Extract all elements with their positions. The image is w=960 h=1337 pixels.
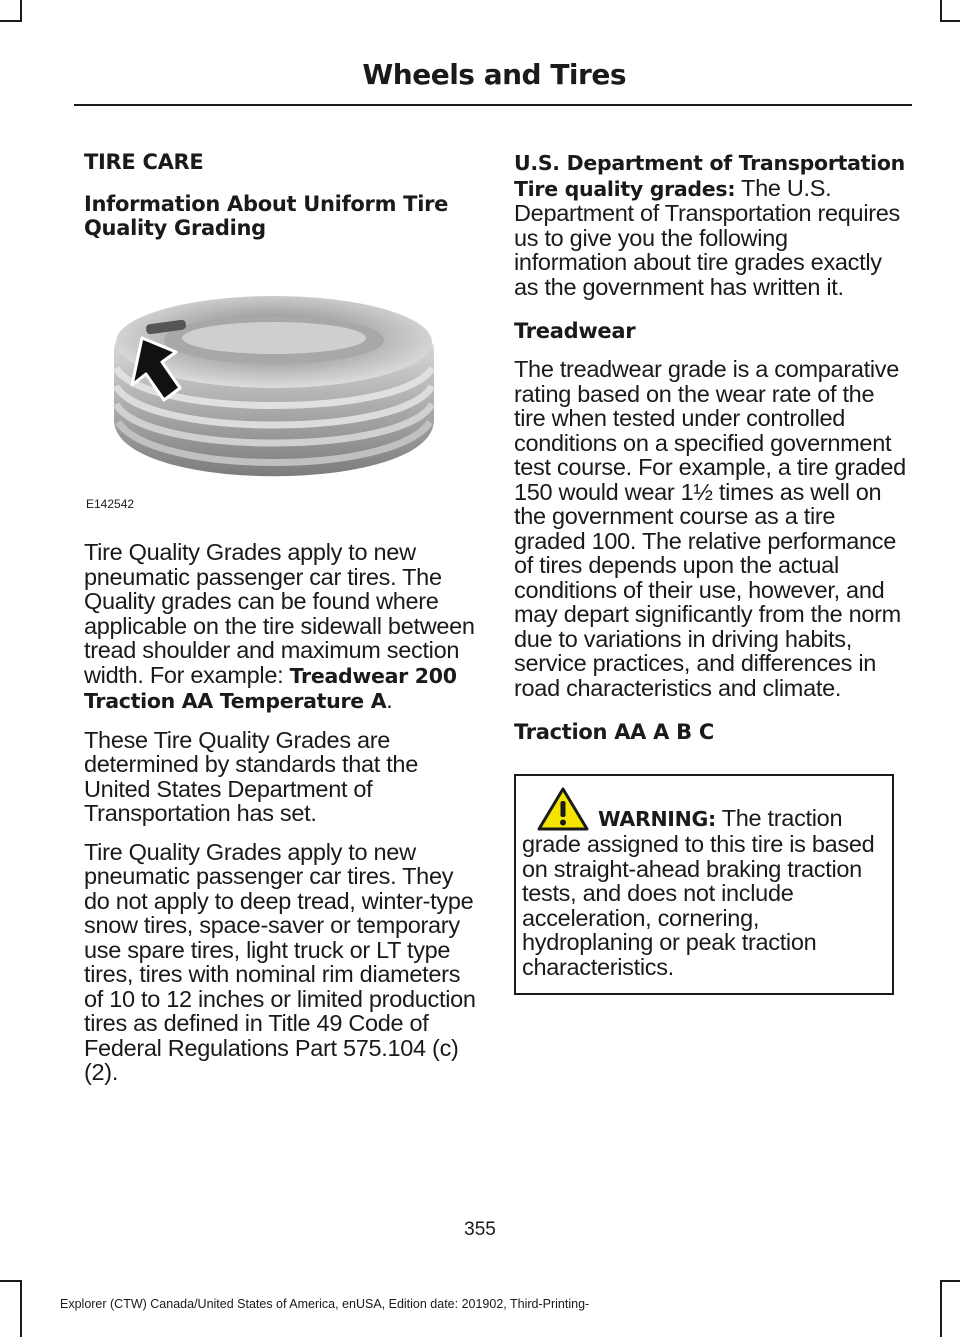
crop-mark (20, 0, 22, 22)
page-number: 355 (464, 1219, 496, 1240)
crop-mark (940, 1280, 942, 1337)
treadwear-heading: Treadwear (514, 319, 636, 343)
example-grade: Treadwear 200 Traction AA Temperature A (84, 663, 457, 713)
crop-mark (0, 20, 22, 22)
treadwear-paragraph: The treadwear grade is a comparative rating based on the wear rate of the tire when tested under controlled conditions on a specified government test course. For example, a tire graded 150 would wear 1½ times as well on the government course as a tire graded 100. The relative performance of tires depends upon the actual conditions of their use, however, and may depart significantly from the norm due to variations in driving habits, service practices, and differences in road characteristics and climate. (514, 356, 906, 701)
page-footer: Explorer (CTW) Canada/United States of America, enUSA, Edition date: 201902, Third-Printing- (60, 1297, 590, 1311)
warning-label: WARNING: (598, 807, 716, 831)
crop-mark (940, 0, 942, 22)
standards-paragraph: These Tire Quality Grades are determined by standards that the United States Department of Transportation has set. (84, 726, 418, 826)
dot-text: The U.S. Department of Transportation requires us to give you the following information about tire grades exactly as the government has written it. (514, 174, 900, 300)
right-column (514, 146, 906, 995)
sub-heading: Information About Uniform Tire Quality Grading (84, 192, 449, 240)
page-header-title: Wheels and Tires (362, 58, 626, 91)
quality-grades-paragraph (84, 540, 476, 714)
paragraph-text: Tire Quality Grades apply to new pneumatic passenger car tires. The Quality grades can be found where applicable on the tire sidewall between tread shoulder and maximum section width. For example: (84, 539, 475, 688)
tire-figure (84, 280, 464, 510)
crop-mark (0, 1280, 22, 1282)
figure-code: E142542 (86, 497, 135, 511)
crop-mark (940, 20, 960, 22)
left-column (84, 146, 476, 1099)
section-heading: TIRE CARE (84, 150, 204, 174)
exclusions-paragraph: Tire Quality Grades apply to new pneumatic passenger car tires. They do not apply to deep tread, winter-type snow tires, space-saver or temporary use spare tires, light truck or LT type tires, tires with nominal rim diameters of 10 to 12 inches or limited production tires as defined in Title 49 Code of Federal Regulations Part 575.104 (c)(2). (84, 838, 476, 1085)
warning-text: The traction grade assigned to this tire is based on straight-ahead braking traction tests, and does not include acceleration, cornering, hydroplaning or peak traction characteristics. (522, 805, 875, 980)
dot-label: U.S. Department of Transportation Tire quality grades: (514, 151, 905, 201)
crop-mark (20, 1280, 22, 1337)
dot-paragraph (514, 150, 906, 299)
warning-box (514, 774, 894, 995)
crop-mark (940, 1280, 960, 1282)
traction-heading: Traction AA A B C (514, 720, 714, 744)
warning-triangle-icon (536, 786, 590, 832)
header-divider (74, 104, 912, 106)
warning-paragraph (522, 786, 886, 979)
paragraph-end: . (386, 687, 393, 713)
tire-illustration (104, 290, 444, 490)
